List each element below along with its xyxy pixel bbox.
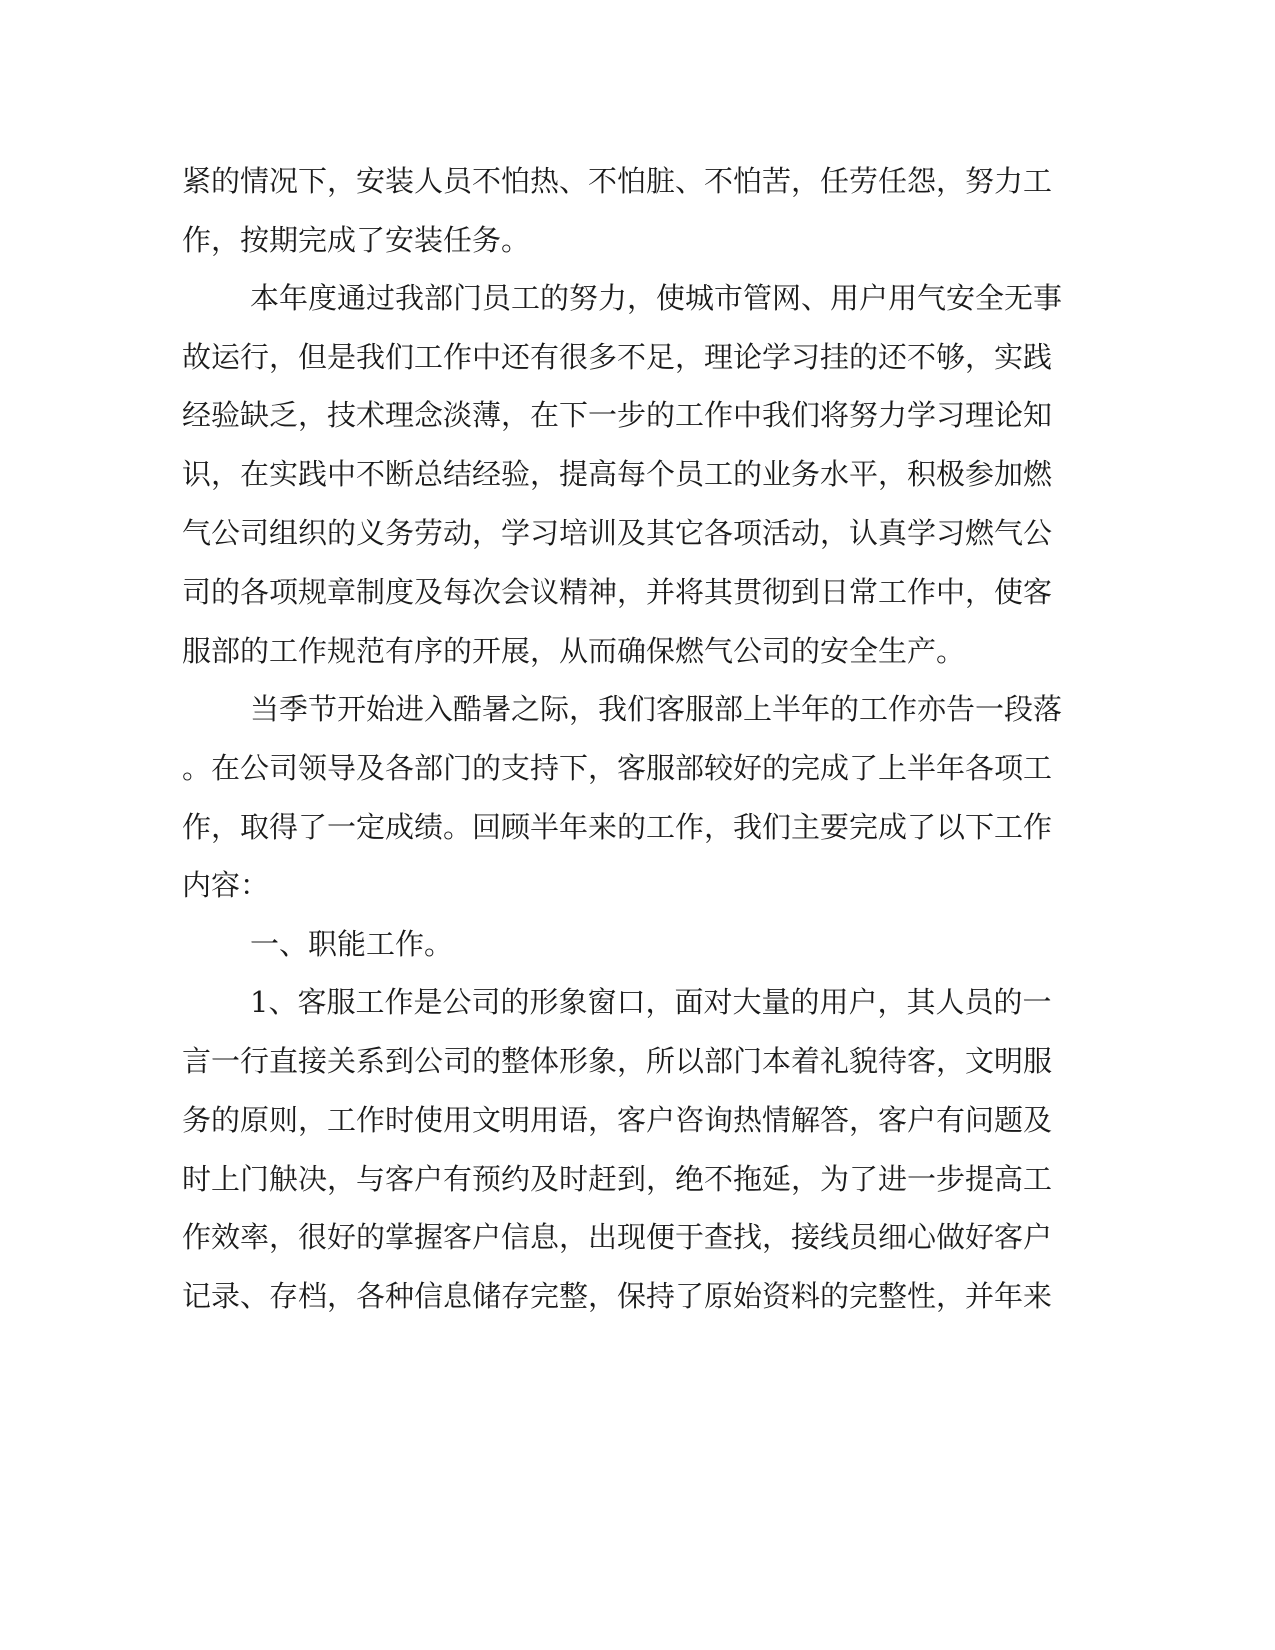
- text-line: 紧的情况下，安装人员不怕热、不怕脏、不怕苦，任劳任怨，努力工: [182, 164, 1053, 198]
- text-line: 司的各项规章制度及每次会议精神，并将其贯彻到日常工作中，使客: [182, 575, 1053, 609]
- text-line: 气公司组织的义务劳动，学习培训及其它各项活动，认真学习燃气公: [182, 516, 1053, 550]
- text-line: 作效率，很好的掌握客户信息，出现便于查找，接线员细心做好客户: [182, 1220, 1053, 1254]
- text-line: 作，取得了一定成绩。回顾半年来的工作，我们主要完成了以下工作: [182, 810, 1053, 844]
- paragraph-start-line: 当季节开始进入酷暑之际，我们客服部上半年的工作亦告一段落: [250, 692, 1063, 726]
- text-line: 内容：: [182, 868, 270, 902]
- text-line: 服部的工作规范有序的开展，从而确保燃气公司的安全生产。: [182, 634, 966, 668]
- text-line: 故运行，但是我们工作中还有很多不足，理论学习挂的还不够，实践: [182, 340, 1053, 374]
- section-heading: 一、职能工作。: [250, 927, 454, 961]
- paragraph-start-line: 1、客服工作是公司的形象窗口，面对大量的用户，其人员的一: [250, 985, 1052, 1019]
- text-line: 记录、存档，各种信息储存完整，保持了原始资料的完整性，并年来: [182, 1279, 1053, 1313]
- text-line: 务的原则，工作时使用文明用语，客户咨询热情解答，客户有问题及: [182, 1103, 1053, 1137]
- text-line: 。在公司领导及各部门的支持下，客服部较好的完成了上半年各项工: [182, 751, 1053, 785]
- text-line: 识，在实践中不断总结经验，提高每个员工的业务水平，积极参加燃: [182, 457, 1053, 491]
- text-line: 言一行直接关系到公司的整体形象，所以部门本着礼貌待客，文明服: [182, 1044, 1053, 1078]
- paragraph-start-line: 本年度通过我部门员工的努力，使城市管网、用户用气安全无事: [250, 281, 1063, 315]
- text-line: 作，按期完成了安装任务。: [182, 223, 531, 257]
- text-line: 时上门觖决，与客户有预约及时赶到，绝不拖延，为了进一步提高工: [182, 1162, 1053, 1196]
- text-line: 经验缺乏，技术理念淡薄，在下一步的工作中我们将努力学习理论知: [182, 398, 1053, 432]
